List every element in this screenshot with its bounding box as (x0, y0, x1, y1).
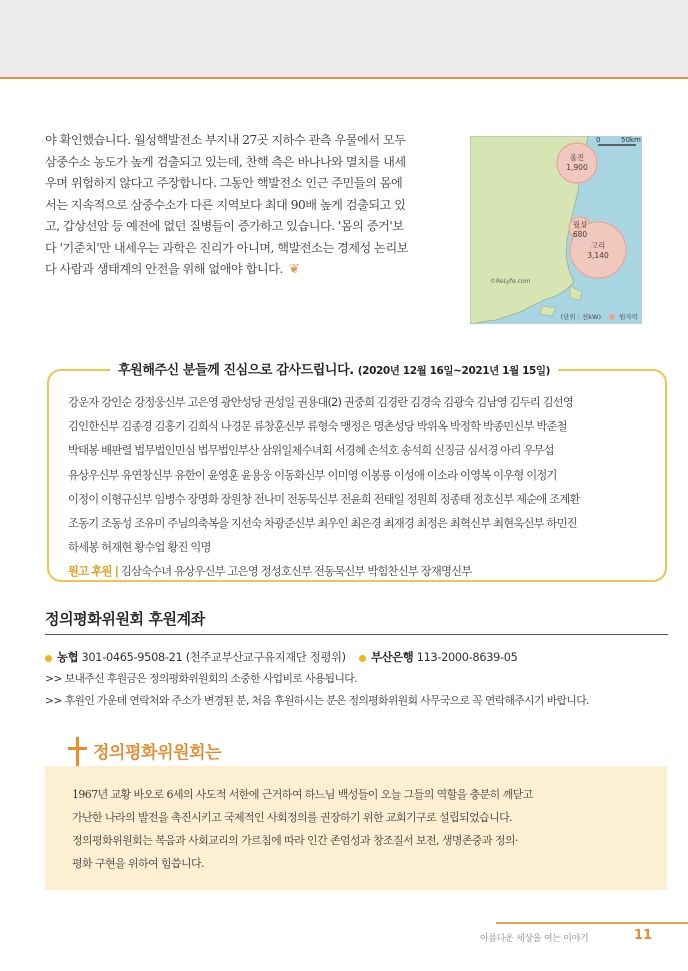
plant-label-wolseong (567, 220, 593, 240)
committee-line: 평화 구현을 위하여 힘씁니다. (72, 857, 204, 870)
plant-label-kori (585, 241, 611, 261)
article-body (45, 130, 453, 281)
map-graphic (470, 136, 642, 324)
footer-divider (496, 922, 688, 924)
map-watermark: ©ReLyfe.com (490, 278, 531, 285)
cross-icon (68, 737, 88, 769)
original-donors-line (68, 560, 660, 584)
article-line: 고, 갑상선암 등 예전에 없던 질병들이 증가하고 있습니다. '몸의 증거'보 (45, 219, 404, 233)
committee-title: 정의평화위원회는 (93, 743, 222, 763)
article-line: 다 '기준치'만 내세우는 과학은 진리가 아니며, 핵발전소는 경제성 논리보 (45, 240, 408, 255)
donor-line: 이정이 이형규신부 임병수 장명화 장원창 전나미 전동묵신부 전윤희 전태일 정원희 정종태 정호신부 제순애 조계환 (68, 492, 580, 506)
plant-value: 3,140 (587, 251, 609, 260)
donor-line: 김인한신부 김종경 김홍기 김희식 나경문 류창훈신부 류형숙 맹정은 명촌성당 박위옥 박정학 박종민신부 박준철 (68, 420, 567, 434)
original-donors-names: 김삼숙수녀 유상우신부 고은영 정성호신부 전동묵신부 박힘찬신부 장재명신부 (120, 565, 472, 579)
island (540, 306, 556, 316)
bank1-name: 농협 (57, 651, 79, 664)
committee-line: 정의평화위원회는 복음과 사회교리의 가르침에 따라 인간 존엄성과 창조질서 보전, 생명존중과 정의· (72, 834, 518, 847)
article-line-text: 다 사람과 생태계의 안전을 위해 없애야 합니다. (45, 262, 283, 276)
bank1-number: 301-0465-9508-21 (천주교부산교구유지재단 정평위) (81, 651, 346, 664)
account-divider (45, 634, 668, 635)
article-line: 우며 위험하지 않다고 주장합니다. 그동안 핵발전소 인근 주민들의 몸에 (45, 176, 403, 190)
committee-description (72, 783, 652, 875)
thanks-title-text: 후원해주신 분들께 진심으로 감사드립니다. (118, 363, 354, 378)
page-number: 11 (634, 928, 653, 943)
donor-line: 조동기 조동성 조유미 주님의축복을 지선숙 차광준신부 최우인 최은경 최재경 최정은 최혁신부 최현욱신부 하민진 (68, 517, 577, 531)
thanks-title (110, 359, 558, 378)
account-info (45, 649, 518, 665)
map-legend (561, 312, 638, 321)
plant-name: 고리 (590, 241, 606, 250)
plant-name: 울진 (569, 153, 585, 162)
scale-start-label: 0 (596, 136, 601, 144)
article-line: 삼중수소 농도가 높게 검출되고 있는데, 찬핵 측은 바나나와 멸치를 내세 (45, 154, 406, 169)
island (570, 286, 582, 300)
header-band (0, 0, 688, 79)
nuclear-plant-map (470, 136, 642, 324)
donor-list (68, 391, 660, 585)
legend-dot-icon (609, 314, 615, 320)
article-line: 서는 지속적으로 삼중수소가 다른 지역보다 최대 90배 높게 검출되고 있 (45, 197, 406, 212)
bank2-name: 부산은행 (370, 651, 414, 664)
thanks-date: (2020년 12월 16일~2021년 1월 15일) (357, 365, 551, 377)
leaf-icon: ❦ (288, 262, 300, 277)
footer-title: 아름다운 세상을 여는 이야기 (480, 934, 589, 944)
legend-label: 원자력 (619, 313, 638, 321)
account-title: 정의평화위원회 후원계좌 (45, 610, 205, 628)
map-unit-label: (단위 : 천kW) (560, 313, 601, 321)
donor-line: 유상우신부 유연창신부 유한이 윤영훈 윤용웅 이동화신부 이미영 이봉룡 이성애 이소라 이영복 이우형 이정기 (68, 468, 557, 482)
plant-value: 680 (572, 230, 588, 239)
donor-line: 강운자 강인순 강정웅신부 고은영 광안성당 권성일 권용대(2) 권중희 김경란 김경숙 김광숙 김남영 김두리 김선영 (68, 396, 573, 409)
account-note-1: >> 보내주신 후원금은 정의평화위원회의 소중한 사업비로 사용됩니다. (45, 672, 357, 685)
plant-label-uljin (564, 153, 590, 173)
scale-end-label: 50km (621, 136, 641, 144)
bullet-icon (45, 655, 52, 662)
plant-value: 1,900 (566, 163, 588, 172)
article-line: 야 확인했습니다. 월성핵발전소 부지내 27곳 지하수 관측 우물에서 모두 (45, 133, 406, 147)
committee-line: 1967년 교황 바오로 6세의 사도적 서한에 근거하여 하느님 백성들이 오늘 그들의 역할을 충분히 깨닫고 (72, 788, 533, 801)
bullet-icon (359, 655, 366, 662)
donor-line: 하세봉 허재현 황수업 황진 익명 (68, 541, 211, 555)
donor-line: 박태봉 배판렬 법무법인민심 법무법인부산 삼위일체수녀회 서경혜 손석호 송석희 신징금 심서경 아리 우무섭 (68, 444, 554, 458)
article-line-last (45, 259, 453, 281)
account-note-2: >> 후원인 가운데 연락처와 주소가 변경된 분, 처음 후원하시는 분은 정의평화위원회 사무국으로 꼭 연락해주시기 바랍니다. (45, 694, 589, 707)
original-donors-label: 원고 후원 | (68, 565, 119, 579)
bank2-number: 113-2000-8639-05 (416, 651, 518, 664)
plant-name: 월성 (572, 220, 588, 229)
committee-line: 가난한 나라의 발전을 촉진시키고 국제적인 사회정의를 권장하기 위한 교회기구로 설립되었습니다. (72, 811, 513, 824)
